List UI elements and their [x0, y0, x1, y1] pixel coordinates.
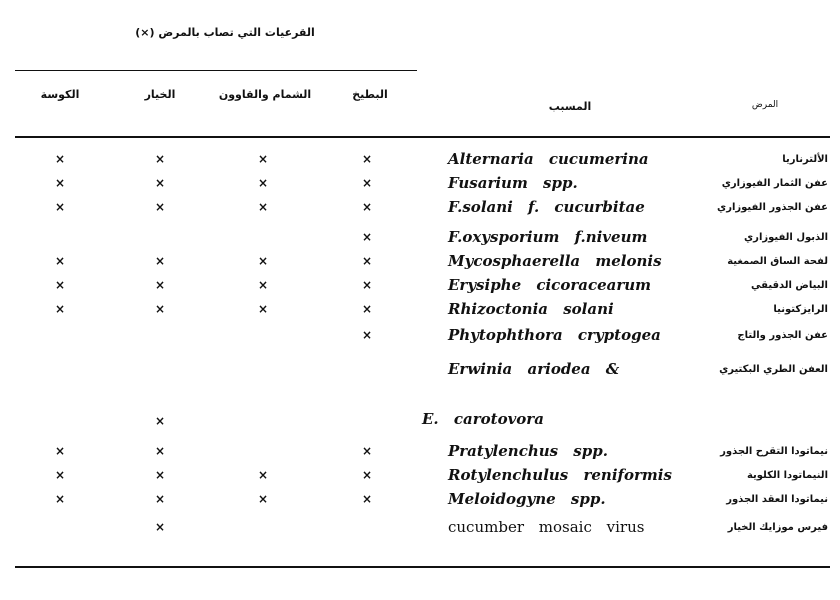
table-row	[0, 468, 840, 490]
disease-name: نيماتودا العقد الجذور	[726, 494, 828, 505]
cause-name-continued: E. carotovora	[422, 410, 544, 428]
cause-name: Rhizoctonia solani	[448, 300, 614, 318]
col-header-zucchini: الكوسة	[40, 88, 80, 101]
cause-name: F.solani f. cucurbitae	[448, 198, 645, 216]
mark-zucchini: ×	[54, 444, 66, 458]
disease-name: البياض الدقيقي	[751, 280, 828, 291]
cause-name: Alternaria cucumerina	[448, 150, 649, 168]
mark-melon: ×	[257, 302, 269, 316]
cause-name: Erwinia ariodea &	[448, 360, 620, 378]
mark-melon: ×	[257, 278, 269, 292]
mark-cucumber: ×	[154, 254, 166, 268]
cause-name: Mycosphaerella melonis	[448, 252, 662, 270]
table-row	[0, 254, 840, 276]
cause-name: F.oxysporium f.niveum	[448, 228, 648, 246]
disease-name: فيرس موزايك الخيار	[727, 522, 828, 533]
col-header-disease: المرض	[751, 100, 779, 110]
disease-name: عفن الثمار الفيوزاري	[721, 178, 828, 189]
mark-watermelon: ×	[361, 492, 373, 506]
mark-watermelon: ×	[361, 254, 373, 268]
mark-cucumber: ×	[154, 468, 166, 482]
table-row	[0, 278, 840, 300]
table-row	[0, 230, 840, 252]
mark-zucchini: ×	[54, 278, 66, 292]
mark-zucchini: ×	[54, 200, 66, 214]
mark-cucumber: ×	[154, 278, 166, 292]
mark-zucchini: ×	[54, 468, 66, 482]
cause-name: Pratylenchus spp.	[448, 442, 608, 460]
table-row	[0, 520, 840, 542]
mark-watermelon: ×	[361, 230, 373, 244]
disease-name: النيماتودا الكلوية	[746, 470, 828, 481]
mark-melon: ×	[257, 468, 269, 482]
mark-cucumber: ×	[154, 520, 166, 534]
mark-watermelon: ×	[361, 328, 373, 342]
bottom-rule	[15, 566, 830, 568]
mark-zucchini: ×	[54, 152, 66, 166]
mark-zucchini: ×	[54, 254, 66, 268]
mark-cucumber: ×	[154, 200, 166, 214]
mark-cucumber: ×	[154, 444, 166, 458]
mark-watermelon: ×	[361, 444, 373, 458]
header-rule	[15, 136, 830, 138]
mark-melon: ×	[257, 176, 269, 190]
mark-cucumber: ×	[154, 302, 166, 316]
table-row	[0, 328, 840, 350]
table-row	[0, 302, 840, 324]
mark-zucchini: ×	[54, 176, 66, 190]
mark-watermelon: ×	[361, 278, 373, 292]
mark-watermelon: ×	[361, 200, 373, 214]
mark-watermelon: ×	[361, 152, 373, 166]
mark-watermelon: ×	[361, 302, 373, 316]
table-row	[0, 444, 840, 466]
mark-zucchini: ×	[54, 492, 66, 506]
cause-name: Erysiphe cicoracearum	[448, 276, 652, 294]
mark-zucchini: ×	[54, 302, 66, 316]
cause-name: Fusarium spp.	[448, 174, 578, 192]
col-header-melon: الشمام والقاوون	[218, 88, 312, 101]
mark-cucumber: ×	[154, 176, 166, 190]
col-header-watermelon: البطيخ	[352, 88, 388, 101]
mark-melon: ×	[257, 254, 269, 268]
group-rule	[15, 70, 417, 71]
mark-cucumber: ×	[154, 414, 166, 428]
table-row	[0, 176, 840, 198]
disease-name: الرايزكتونيا	[773, 304, 828, 315]
col-header-cucumber: الخيار	[144, 88, 176, 101]
disease-name: العفن الطري البكتيري	[719, 364, 828, 375]
table-row	[0, 492, 840, 514]
mark-melon: ×	[257, 200, 269, 214]
disease-name: الألترناريا	[782, 154, 828, 165]
disease-name: لفحة الساق الصمغية	[727, 256, 828, 267]
group-header: القرعيات التي تصاب بالمرض (×)	[135, 26, 315, 39]
disease-name: نيماتودا التقرح الجذور	[720, 446, 828, 457]
mark-watermelon: ×	[361, 176, 373, 190]
cause-name: Phytophthora cryptogea	[448, 326, 661, 344]
cause-name: Meloidogyne spp.	[448, 490, 606, 508]
disease-name: عفن الجذور الفيوزاري	[717, 202, 828, 213]
col-header-cause: المسبب	[548, 100, 592, 113]
cause-name: Rotylenchulus reniformis	[448, 466, 672, 484]
cause-name: cucumber mosaic virus	[448, 518, 645, 536]
mark-melon: ×	[257, 152, 269, 166]
table-row	[0, 360, 840, 428]
disease-name: الذبول الفيوزاري	[744, 232, 828, 243]
mark-cucumber: ×	[154, 492, 166, 506]
disease-name: عفن الجذور والتاج	[737, 330, 828, 341]
table-row	[0, 200, 840, 222]
table-row	[0, 152, 840, 174]
mark-cucumber: ×	[154, 152, 166, 166]
mark-melon: ×	[257, 492, 269, 506]
mark-watermelon: ×	[361, 468, 373, 482]
